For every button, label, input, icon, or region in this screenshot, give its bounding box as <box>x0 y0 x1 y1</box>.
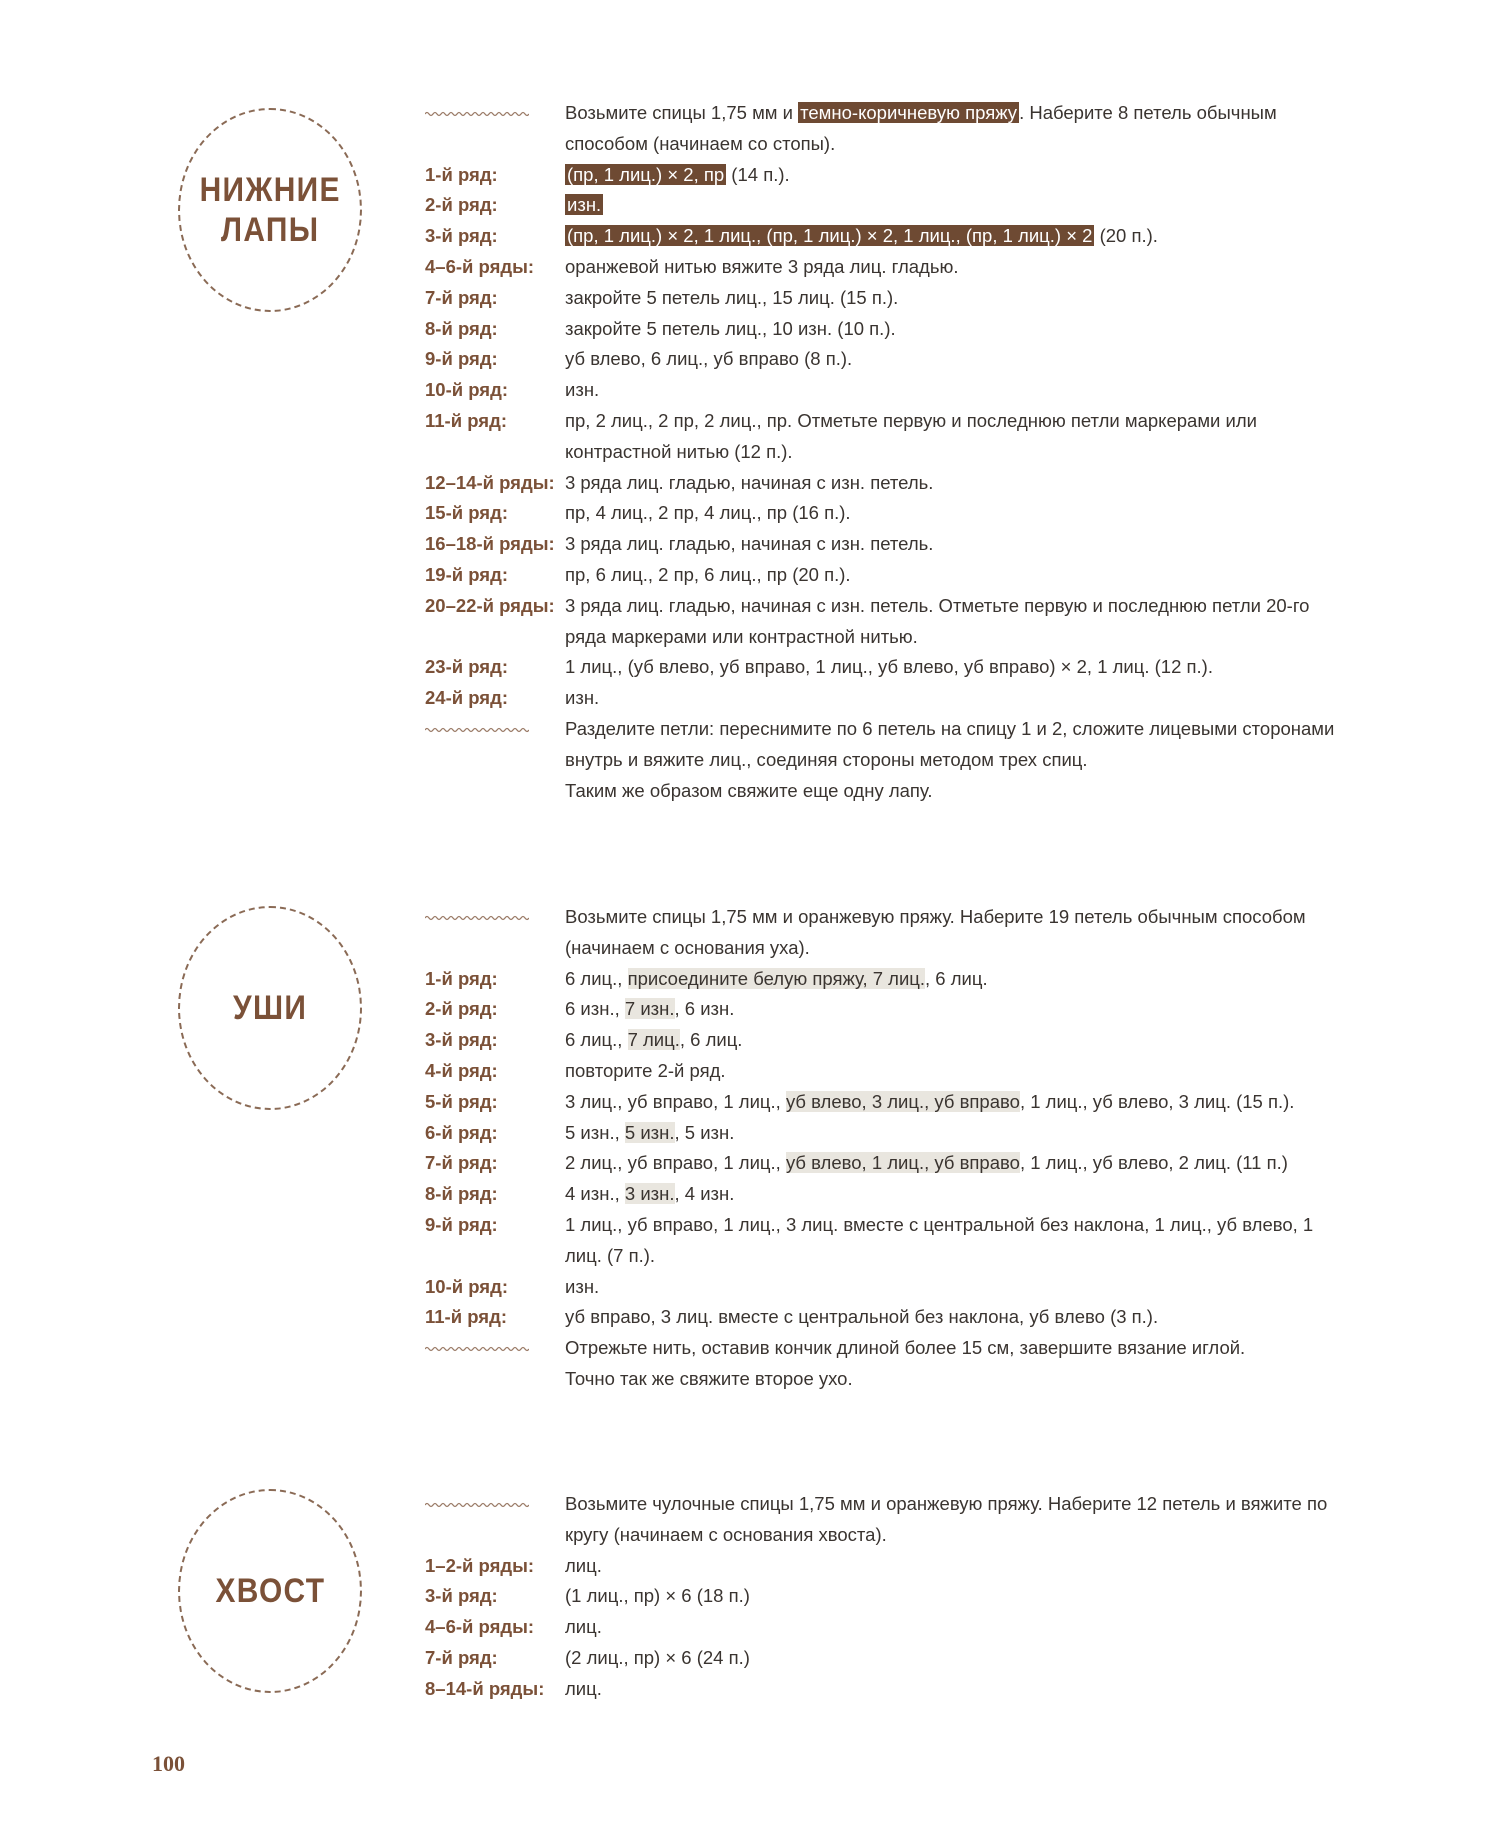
row-instruction <box>565 1087 1335 1118</box>
instruction-list <box>425 902 1335 1395</box>
row-instruction <box>565 1056 1335 1087</box>
row-instruction <box>565 994 1335 1025</box>
row-label: 10-й ряд: <box>425 1275 509 1297</box>
instruction-text: 6 изн., <box>565 998 625 1020</box>
row-instruction <box>565 406 1335 468</box>
wave-divider-icon <box>425 914 529 922</box>
instruction-text: 3 лиц., уб вправо, 1 лиц., <box>565 1090 786 1112</box>
instruction-row <box>425 406 1335 468</box>
row-label: 6-й ряд: <box>425 1121 498 1143</box>
instruction-text: 5 изн., <box>565 1121 625 1143</box>
instruction-row <box>425 1148 1335 1179</box>
row-instruction <box>565 1272 1335 1303</box>
instruction-row <box>425 591 1335 653</box>
instruction-text: Возьмите спицы 1,75 мм и оранжевую пряжу. Наберите 19 петель обычным способом (начинаем с основания уха). <box>565 906 1306 958</box>
highlighted-text: темно-коричневую пряжу <box>800 102 1018 123</box>
wave-divider-icon <box>425 1345 529 1353</box>
instruction-text: пр, 2 лиц., 2 пр, 2 лиц., пр. Отметьте первую и последнюю петли маркерами или контрастной нитью (12 п.). <box>565 409 1257 462</box>
instruction-row <box>425 283 1335 314</box>
wave-marker <box>425 714 565 734</box>
wave-marker <box>425 1333 565 1353</box>
instruction-text: лиц. <box>565 1677 602 1699</box>
row-instruction <box>565 714 1335 776</box>
row-label: 4-й ряд: <box>425 1059 498 1081</box>
instruction-row <box>425 314 1335 345</box>
row-instruction <box>565 652 1335 683</box>
row-instruction <box>565 1210 1335 1272</box>
row-label: 11-й ряд: <box>425 409 507 431</box>
instruction-text: Отрежьте нить, оставив кончик длиной более 15 см, завершите вязание иглой. <box>565 1337 1246 1359</box>
instruction-text: Разделите петли: переснимите по 6 петель на спицу 1 и 2, сложите лицевыми сторонами внутрь и вяжите лиц., соединяя стороны методом трех спиц. <box>565 717 1335 770</box>
instruction-row <box>425 1364 1335 1395</box>
instruction-text: повторите 2-й ряд. <box>565 1059 726 1081</box>
instruction-row <box>425 1118 1335 1149</box>
instruction-text: , 5 изн. <box>674 1121 735 1143</box>
instruction-row <box>425 994 1335 1025</box>
row-label: 3-й ряд: <box>425 1029 498 1051</box>
row-instruction <box>565 375 1335 406</box>
instruction-text: уб вправо, 3 лиц. вместе с центральной без наклона, уб влево (3 п.). <box>565 1306 1159 1328</box>
row-instruction <box>565 1364 1335 1395</box>
instruction-row <box>425 964 1335 995</box>
row-label: 16–18-й ряды: <box>425 533 555 555</box>
instruction-row <box>425 98 1335 160</box>
row-label: 8-й ряд: <box>425 317 498 339</box>
row-instruction <box>565 1148 1335 1179</box>
row-instruction <box>565 560 1335 591</box>
row-instruction <box>565 1674 1335 1705</box>
row-instruction <box>565 160 1335 191</box>
instruction-row <box>425 652 1335 683</box>
instruction-row <box>425 560 1335 591</box>
instruction-row <box>425 1551 1335 1582</box>
wave-marker <box>425 98 565 118</box>
instruction-row <box>425 529 1335 560</box>
instruction-text: изн. <box>565 687 600 709</box>
instruction-text: изн. <box>565 379 600 401</box>
row-label: 4–6-й ряды: <box>425 1616 535 1638</box>
instruction-text: уб влево, 6 лиц., уб вправо (8 п.). <box>565 348 853 370</box>
instruction-row <box>425 1025 1335 1056</box>
instruction-text: Точно так же свяжите второе ухо. <box>565 1367 853 1389</box>
row-label: 1-й ряд: <box>425 163 498 185</box>
section-title-badge <box>178 108 362 312</box>
instruction-row <box>425 1612 1335 1643</box>
row-label: 7-й ряд: <box>425 286 498 308</box>
instruction-text: изн. <box>565 1275 600 1297</box>
instruction-row <box>425 776 1335 807</box>
row-instruction <box>565 776 1335 807</box>
instruction-text: Возьмите чулочные спицы 1,75 мм и оранжевую пряжу. Наберите 12 петель и вяжите по кругу (начинаем с основания хвоста). <box>565 1493 1328 1545</box>
section-title: ХВОСТ <box>215 1572 325 1610</box>
instruction-text: закройте 5 петель лиц., 10 изн. (10 п.). <box>565 317 896 339</box>
instruction-row <box>425 190 1335 221</box>
wave-divider-icon <box>425 1501 529 1509</box>
wave-divider-icon <box>425 726 529 734</box>
highlighted-text: (пр, 1 лиц.) × 2, пр <box>567 163 725 185</box>
instruction-row <box>425 683 1335 714</box>
highlighted-text: присоедините белую пряжу, 7 лиц. <box>627 967 926 989</box>
row-label: 20–22-й ряды: <box>425 594 555 616</box>
instruction-text: , 1 лиц., уб влево, 2 лиц. (11 п.) <box>1019 1152 1288 1174</box>
highlighted-text: уб влево, 3 лиц., уб вправо <box>785 1090 1020 1112</box>
row-label: 19-й ряд: <box>425 563 509 585</box>
instruction-text: 6 лиц., <box>565 1029 628 1051</box>
row-instruction <box>565 283 1335 314</box>
instruction-text: 3 ряда лиц. гладью, начиная с изн. петель. Отметьте первую и последнюю петли 20-го ряда маркерами или контрастной нитью. <box>565 594 1310 647</box>
row-label: 4–6-й ряды: <box>425 255 535 277</box>
row-instruction <box>565 1118 1335 1149</box>
highlighted-text: 7 лиц. <box>627 1029 680 1051</box>
instruction-text: , 6 изн. <box>674 998 735 1020</box>
instruction-row <box>425 160 1335 191</box>
instruction-text: , 6 лиц. <box>925 967 988 989</box>
highlighted-text: 7 изн. <box>624 998 675 1020</box>
row-label: 2-й ряд: <box>425 194 498 216</box>
row-label: 24-й ряд: <box>425 687 509 709</box>
instruction-row <box>425 1581 1335 1612</box>
page-number: 100 <box>152 1751 185 1776</box>
row-label: 7-й ряд: <box>425 1152 498 1174</box>
instruction-row <box>425 714 1335 776</box>
row-instruction <box>565 1581 1335 1612</box>
instruction-row <box>425 1056 1335 1087</box>
instruction-text: 3 ряда лиц. гладью, начиная с изн. петель. <box>565 533 934 555</box>
row-label: 11-й ряд: <box>425 1306 507 1328</box>
row-label: 8–14-й ряды: <box>425 1677 545 1699</box>
row-instruction <box>565 902 1335 964</box>
row-label: 3-й ряд: <box>425 225 498 247</box>
row-instruction <box>565 1612 1335 1643</box>
row-instruction <box>565 498 1335 529</box>
row-instruction <box>565 252 1335 283</box>
instruction-text: закройте 5 петель лиц., 15 лиц. (15 п.). <box>565 286 899 308</box>
instruction-text: (20 п.). <box>1094 225 1158 247</box>
row-instruction <box>565 1333 1335 1364</box>
instruction-text: , 4 изн. <box>674 1183 735 1205</box>
row-instruction <box>565 98 1335 160</box>
row-label: 3-й ряд: <box>425 1585 498 1607</box>
instruction-text: (14 п.). <box>726 163 790 185</box>
row-instruction <box>565 683 1335 714</box>
instruction-row <box>425 344 1335 375</box>
instruction-text: , 1 лиц., уб влево, 3 лиц. (15 п.). <box>1019 1090 1295 1112</box>
row-label: 23-й ряд: <box>425 656 509 678</box>
highlighted-text: изн. <box>567 194 602 216</box>
row-instruction <box>565 1179 1335 1210</box>
row-instruction <box>565 964 1335 995</box>
instruction-row <box>425 252 1335 283</box>
instruction-text: 4 изн., <box>565 1183 625 1205</box>
highlighted-text: уб влево, 1 лиц., уб вправо <box>785 1152 1020 1174</box>
instruction-row <box>425 468 1335 499</box>
instruction-text: , 6 лиц. <box>679 1029 743 1051</box>
instruction-row <box>425 1179 1335 1210</box>
instruction-text: Таким же образом свяжите еще одну лапу. <box>565 779 933 801</box>
highlighted-text: 5 изн. <box>624 1121 675 1143</box>
instruction-row <box>425 498 1335 529</box>
instruction-list <box>425 1489 1335 1705</box>
instruction-text: (1 лиц., пр) × 6 (18 п.) <box>565 1585 750 1607</box>
row-label: 9-й ряд: <box>425 1213 498 1235</box>
instruction-row <box>425 902 1335 964</box>
section-title-badge <box>178 1489 362 1693</box>
highlighted-text: (пр, 1 лиц.) × 2, 1 лиц., (пр, 1 лиц.) × 2, 1 лиц., (пр, 1 лиц.) × 2 <box>567 225 1093 247</box>
section-title: НИЖНИЕ ЛАПЫ <box>199 171 341 249</box>
row-label: 12–14-й ряды: <box>425 471 555 493</box>
instruction-text: (2 лиц., пр) × 6 (24 п.) <box>565 1646 750 1668</box>
row-instruction <box>565 468 1335 499</box>
row-label: 5-й ряд: <box>425 1090 498 1112</box>
row-instruction <box>565 1302 1335 1333</box>
wave-marker <box>425 902 565 922</box>
highlighted-text: 3 изн. <box>624 1183 675 1205</box>
row-instruction <box>565 1489 1335 1551</box>
row-label: 1–2-й ряды: <box>425 1554 535 1576</box>
row-label: 9-й ряд: <box>425 348 498 370</box>
instruction-row <box>425 1333 1335 1364</box>
section-title-badge <box>178 906 362 1110</box>
instruction-row <box>425 1087 1335 1118</box>
instruction-text: пр, 4 лиц., 2 пр, 4 лиц., пр (16 п.). <box>565 502 851 524</box>
instruction-text: 1 лиц., (уб влево, уб вправо, 1 лиц., уб влево, уб вправо) × 2, 1 лиц. (12 п.). <box>565 656 1213 678</box>
row-instruction <box>565 221 1335 252</box>
instruction-row <box>425 1210 1335 1272</box>
instruction-row <box>425 221 1335 252</box>
instruction-row <box>425 1272 1335 1303</box>
row-label: 15-й ряд: <box>425 502 509 524</box>
row-label: 7-й ряд: <box>425 1646 498 1668</box>
instruction-text: пр, 6 лиц., 2 пр, 6 лиц., пр (20 п.). <box>565 563 851 585</box>
instruction-text: лиц. <box>565 1554 602 1576</box>
instruction-row <box>425 375 1335 406</box>
row-instruction <box>565 344 1335 375</box>
instruction-row <box>425 1643 1335 1674</box>
row-instruction <box>565 591 1335 653</box>
instruction-row <box>425 1489 1335 1551</box>
instruction-list <box>425 98 1335 806</box>
row-label: 8-й ряд: <box>425 1183 498 1205</box>
instruction-text: Возьмите спицы 1,75 мм и <box>565 102 799 123</box>
row-label: 2-й ряд: <box>425 998 498 1020</box>
section-title: УШИ <box>232 989 308 1027</box>
instruction-text: 6 лиц., <box>565 967 628 989</box>
row-instruction <box>565 1643 1335 1674</box>
instruction-text: . Наберите 8 петель обычным способом (начинаем со стопы). <box>565 102 1277 154</box>
row-instruction <box>565 529 1335 560</box>
wave-marker <box>425 1489 565 1509</box>
instruction-row <box>425 1302 1335 1333</box>
row-instruction <box>565 314 1335 345</box>
instruction-text: 1 лиц., уб вправо, 1 лиц., 3 лиц. вместе с центральной без наклона, 1 лиц., уб влево, 1 лиц. (7 п.). <box>565 1213 1314 1266</box>
wave-divider-icon <box>425 110 529 118</box>
row-instruction <box>565 1551 1335 1582</box>
instruction-text: лиц. <box>565 1616 602 1638</box>
instruction-row <box>425 1674 1335 1705</box>
row-instruction <box>565 1025 1335 1056</box>
row-label: 10-й ряд: <box>425 379 509 401</box>
instruction-text: оранжевой нитью вяжите 3 ряда лиц. гладью. <box>565 255 959 277</box>
row-label: 1-й ряд: <box>425 967 498 989</box>
row-instruction <box>565 190 1335 221</box>
instruction-text: 2 лиц., уб вправо, 1 лиц., <box>565 1152 786 1174</box>
instruction-text: 3 ряда лиц. гладью, начиная с изн. петель. <box>565 471 934 493</box>
